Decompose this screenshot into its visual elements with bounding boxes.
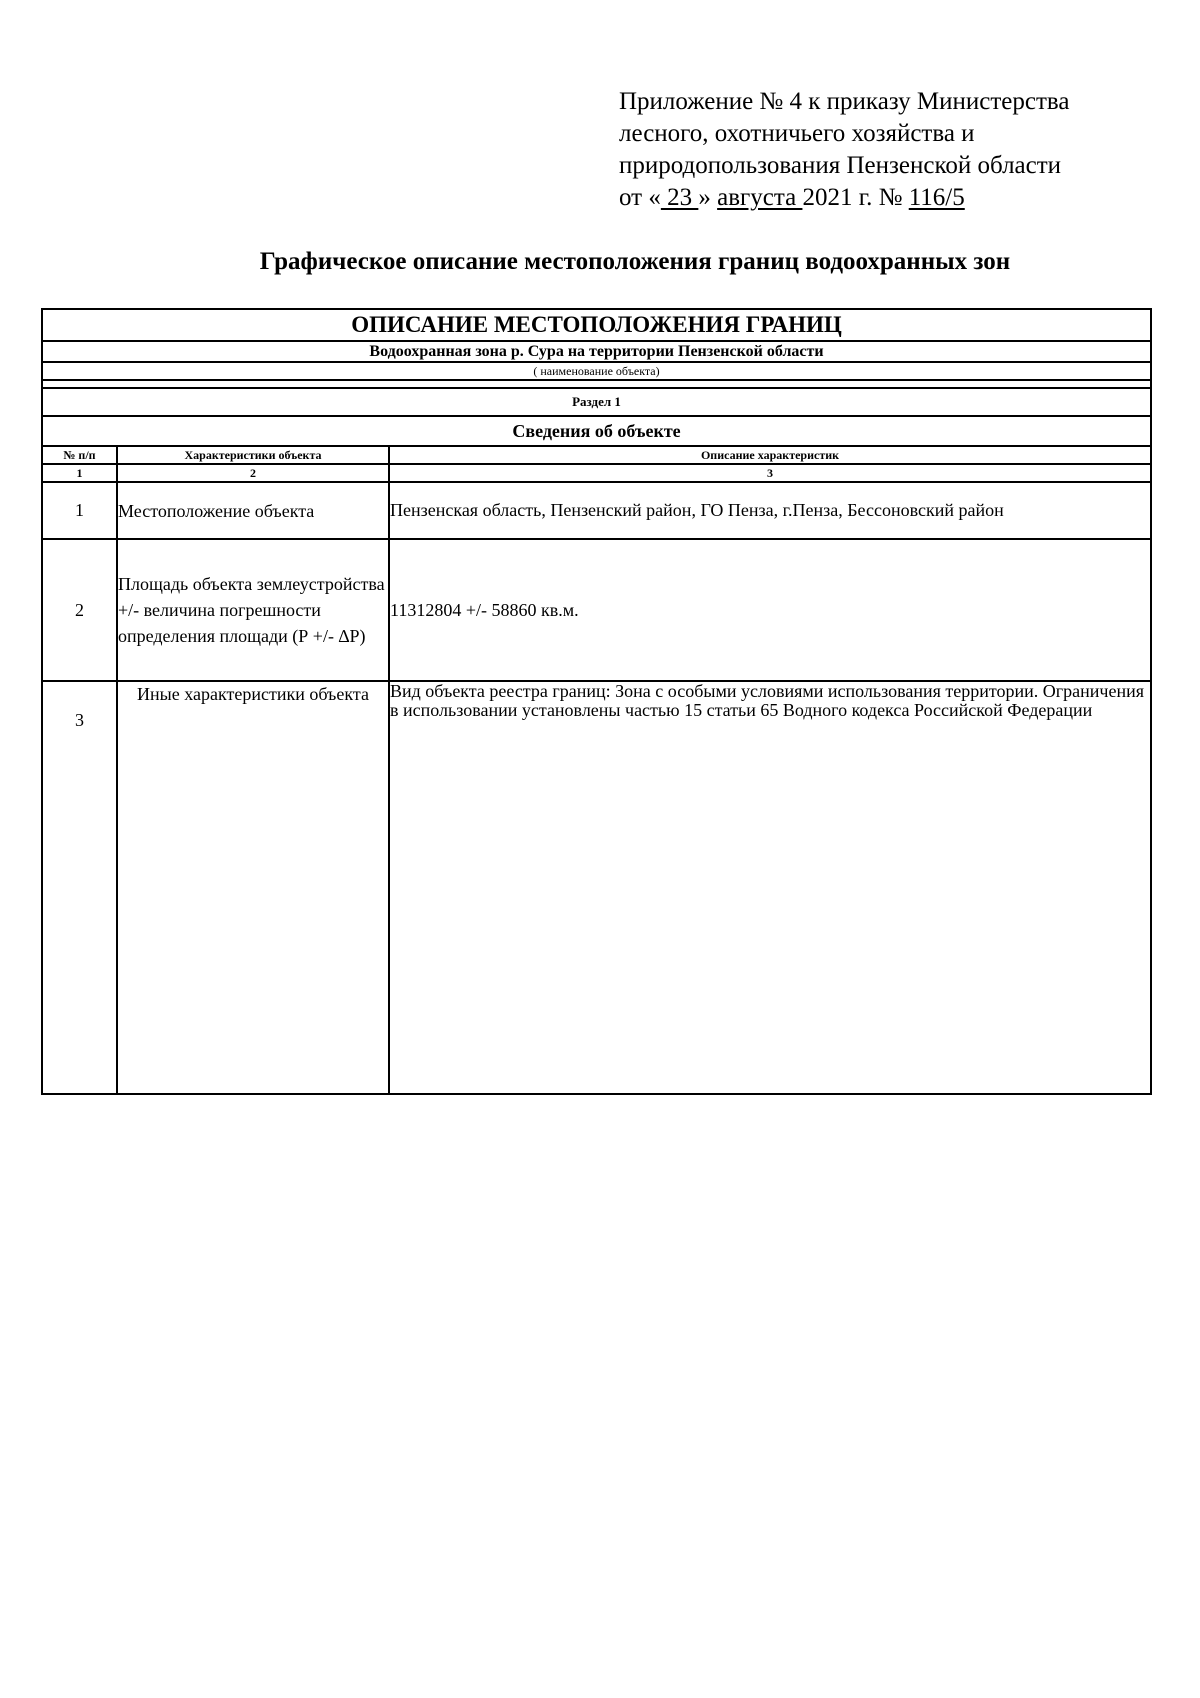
date-prefix: от « xyxy=(619,184,661,211)
order-number: 116/5 xyxy=(908,184,965,211)
order-year: 2021 г. № xyxy=(802,184,909,211)
document-title: Графическое описание местоположения границ водоохранных зон xyxy=(259,248,1011,275)
section-title: Сведения об объекте xyxy=(42,416,1151,446)
row-number: 1 xyxy=(42,482,117,539)
table-heading: ОПИСАНИЕ МЕСТОПОЛОЖЕНИЯ ГРАНИЦ xyxy=(42,309,1151,341)
order-day: 23 xyxy=(660,184,699,211)
appendix-order-line xyxy=(619,182,1179,214)
table-row xyxy=(42,539,1151,681)
row-characteristic: Иные характеристики объекта xyxy=(117,681,389,1094)
column-number: 1 xyxy=(42,464,117,482)
date-mid: » xyxy=(698,184,718,211)
boundary-description-table xyxy=(41,308,1152,1095)
appendix-line-3: природопользования Пензенской области xyxy=(619,152,1062,179)
table-row xyxy=(42,482,1151,539)
column-header-description: Описание характеристик xyxy=(389,446,1151,464)
object-name: Водоохранная зона р. Сура на территории Пензенской области xyxy=(42,341,1151,362)
appendix-line-2: лесного, охотничьего хозяйства и xyxy=(619,120,975,147)
spacer-row xyxy=(42,380,1151,388)
column-number: 2 xyxy=(117,464,389,482)
column-number: 3 xyxy=(389,464,1151,482)
section-label: Раздел 1 xyxy=(42,388,1151,416)
row-number: 2 xyxy=(42,539,117,681)
appendix-line-1: Приложение № 4 к приказу Министерства xyxy=(619,88,1070,115)
column-header-num: № п/п xyxy=(42,446,117,464)
appendix-header xyxy=(619,86,1179,214)
row-characteristic: Местоположение объекта xyxy=(117,482,389,539)
object-caption: ( наименование объекта) xyxy=(42,362,1151,380)
column-header-characteristic: Характеристики объекта xyxy=(117,446,389,464)
row-number: 3 xyxy=(42,681,117,1094)
row-description: 11312804 +/- 58860 кв.м. xyxy=(389,539,1151,681)
order-month: августа xyxy=(717,184,803,211)
row-description: Вид объекта реестра границ: Зона с особыми условиями использования территории. Ограничения в использовании установлены частью 15 статьи 65 Водного кодекса Российской Федерации xyxy=(389,681,1151,1094)
row-characteristic: Площадь объекта землеустройства +/- величина погрешности определения площади (Р +/- ∆Р) xyxy=(117,539,389,681)
table-row xyxy=(42,681,1151,1094)
row-description: Пензенская область, Пензенский район, ГО Пенза, г.Пенза, Бессоновский район xyxy=(389,482,1151,539)
